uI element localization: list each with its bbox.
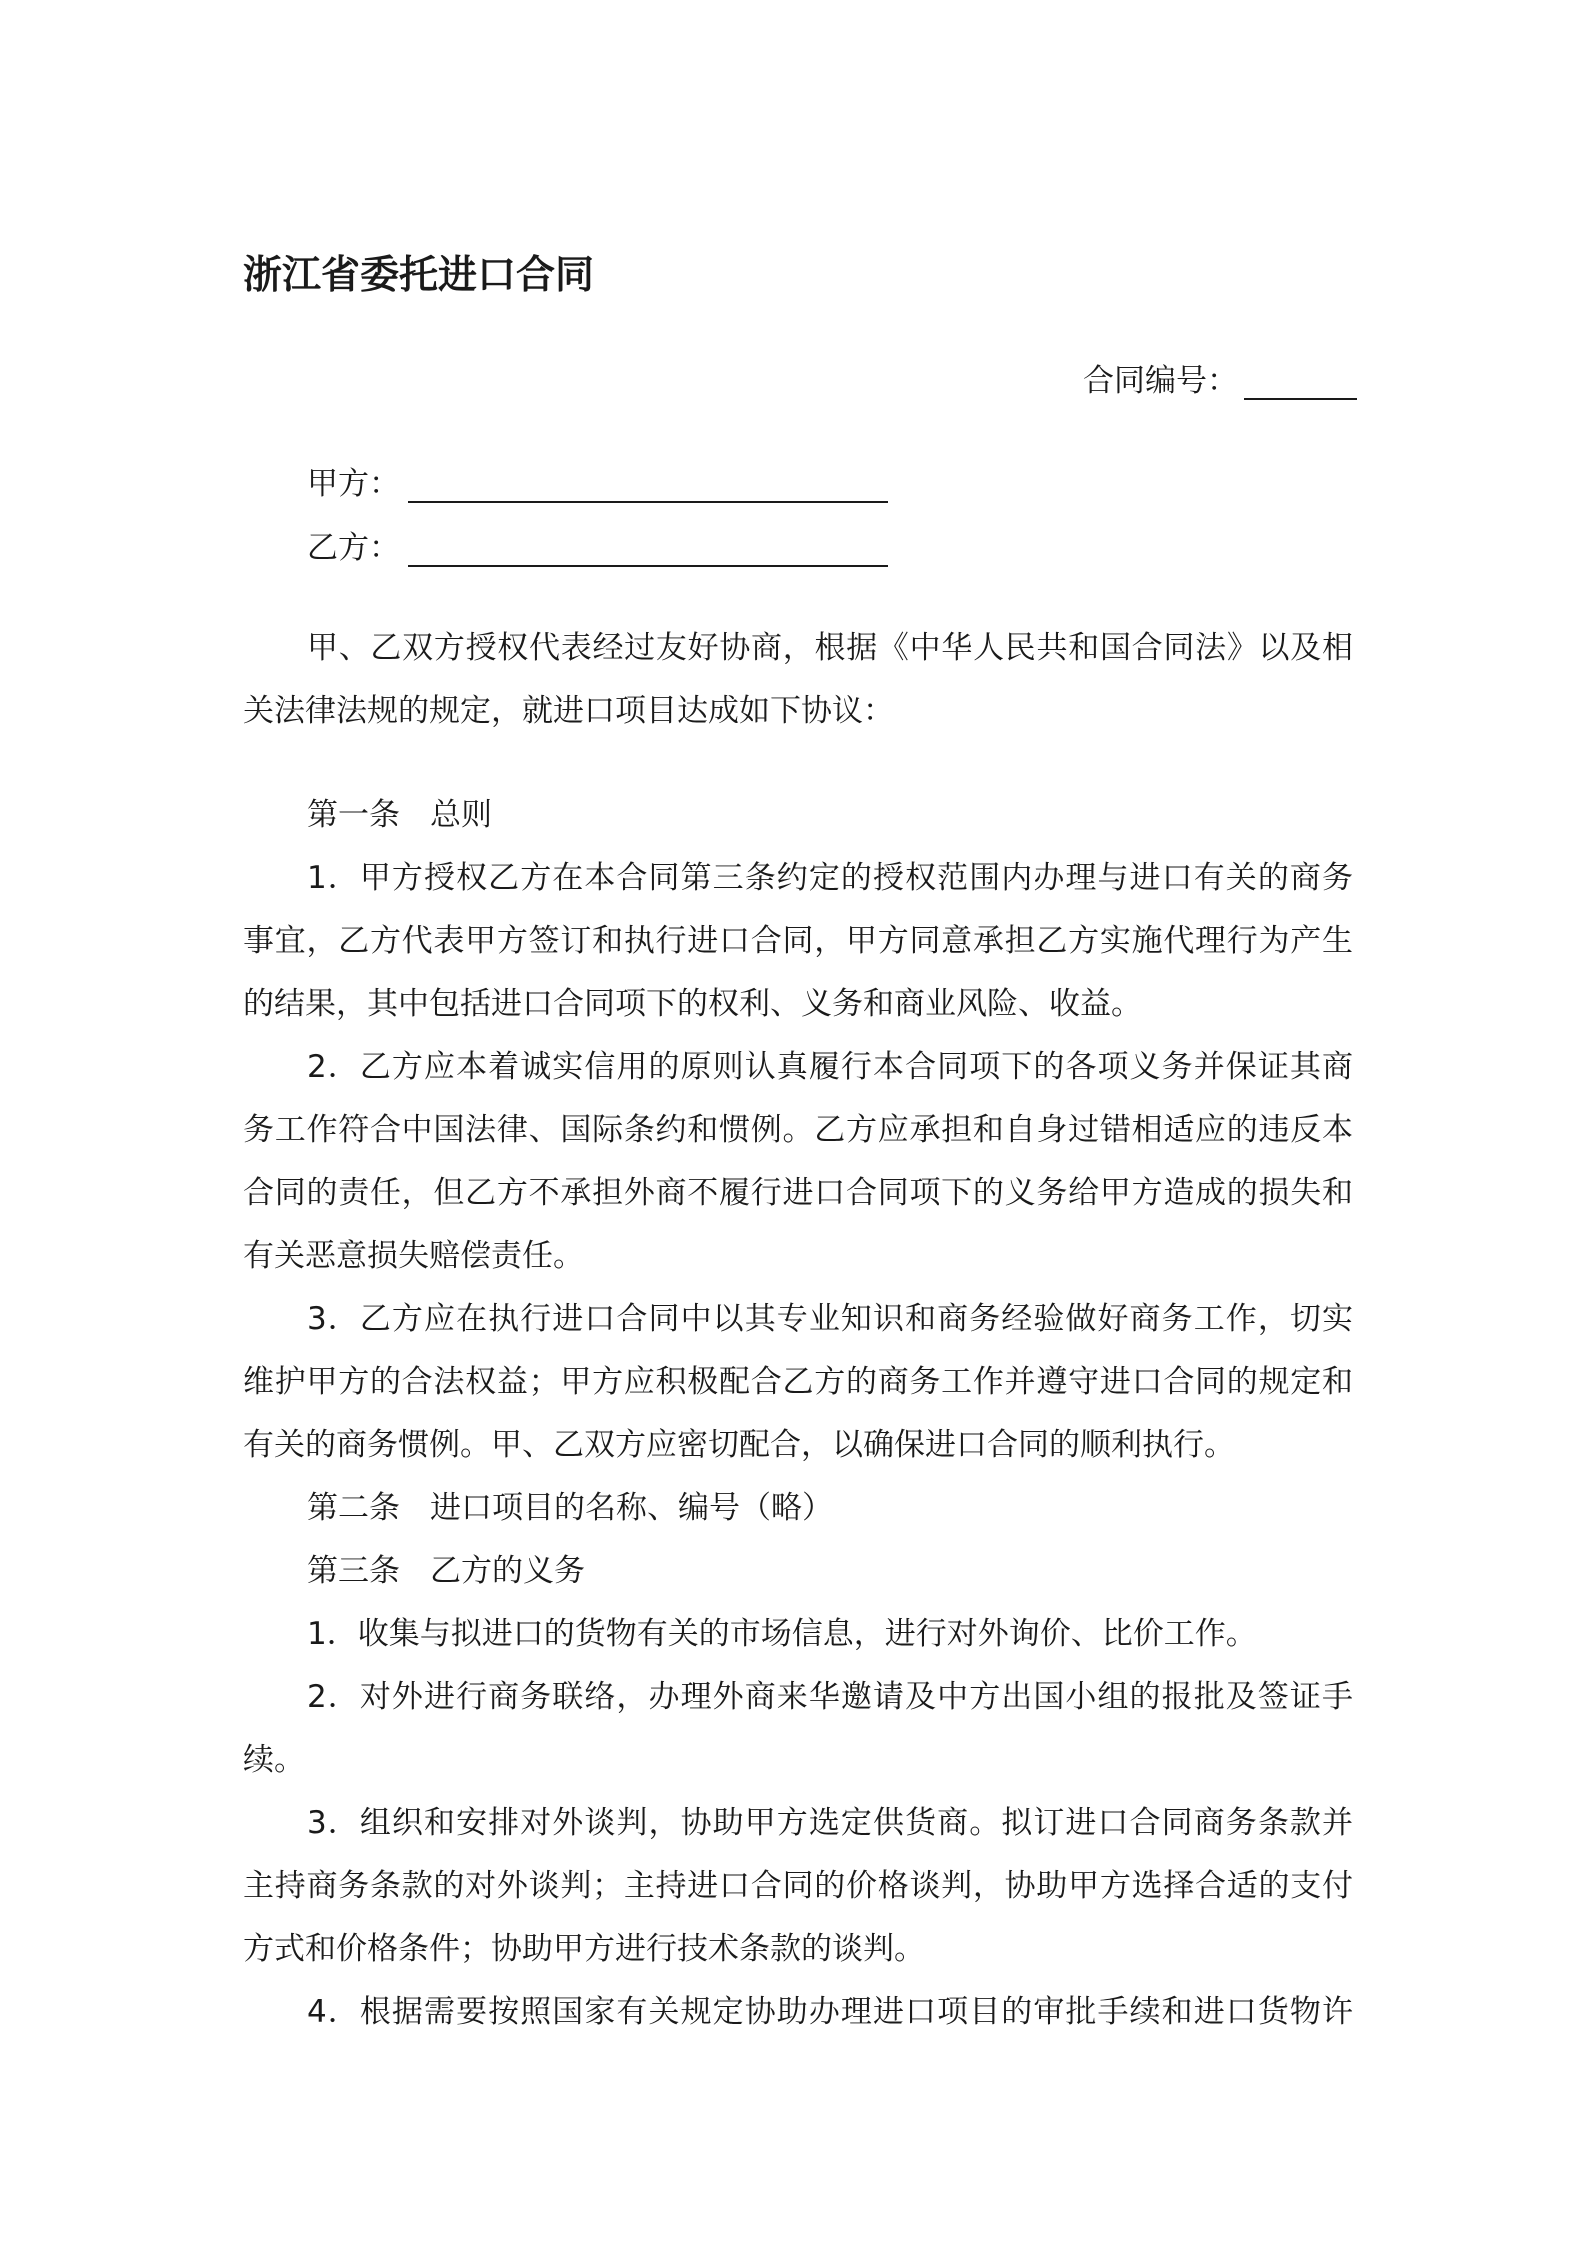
contract-number-blank [1244,368,1357,400]
document-title: 浙江省委托进口合同 [243,253,595,298]
intro-paragraph [243,617,1353,743]
article-3-title: 乙方的义务 [430,1553,585,1589]
contract-number [1083,355,1357,400]
article-1-clause-3-line: 3．乙方应在执行进口合同中以其专业知识和商务经验做好商务工作，切实 [307,1301,1353,1337]
article-2-title: 进口项目的名称、编号（略） [430,1490,833,1526]
intro-line: 甲、乙双方授权代表经过友好协商，根据《中华人民共和国合同法》以及相 [307,630,1353,666]
party-a [307,458,888,503]
article-1-clause-2-line: 2．乙方应本着诚实信用的原则认真履行本合同项下的各项义务并保证其商 [307,1049,1353,1085]
article-1-clause-1-line: 的结果，其中包括进口合同项下的权利、义务和商业风险、收益。 [243,986,1142,1022]
article-2-heading [243,1477,1353,1540]
party-b-label: 乙方： [307,530,400,566]
article-3-clause-3-line: 方式和价格条件；协助甲方进行技术条款的谈判。 [243,1931,925,1967]
party-b [307,522,888,567]
article-1-clause-2-line: 有关恶意损失赔偿责任。 [243,1238,584,1274]
article-3-clause-1-line: 1．收集与拟进口的货物有关的市场信息，进行对外询价、比价工作。 [307,1616,1257,1652]
article-1-clause-3-line: 有关的商务惯例。甲、乙双方应密切配合，以确保进口合同的顺利执行。 [243,1427,1235,1463]
party-a-label: 甲方： [307,466,400,502]
article-3-clause-3-line: 3．组织和安排对外谈判，协助甲方选定供货商。拟订进口合同商务条款并 [307,1805,1353,1841]
article-1-clause-2-line: 务工作符合中国法律、国际条约和惯例。乙方应承担和自身过错相适应的违反本 [243,1112,1353,1148]
article-1-number: 第一条 [307,797,400,833]
article-3-clause-3-line: 主持商务条款的对外谈判；主持进口合同的价格谈判，协助甲方选择合适的支付 [243,1868,1353,1904]
article-2-number: 第二条 [307,1490,400,1526]
articles-section [243,784,1353,2044]
article-1-clause-3-line: 维护甲方的合法权益；甲方应积极配合乙方的商务工作并遵守进口合同的规定和 [243,1364,1353,1400]
article-1-heading [243,784,1353,847]
party-b-blank [408,535,888,567]
article-3-number: 第三条 [307,1553,400,1589]
article-3-clause-2-line: 2．对外进行商务联络，办理外商来华邀请及中方出国小组的报批及签证手 [307,1679,1353,1715]
article-3-clause-2-line: 续。 [243,1742,305,1778]
article-1-title: 总则 [430,797,492,833]
article-3-clause-4-line: 4．根据需要按照国家有关规定协助办理进口项目的审批手续和进口货物许 [307,1994,1353,2030]
intro-line: 关法律法规的规定，就进口项目达成如下协议： [243,693,894,729]
party-a-blank [408,471,888,503]
article-1-clause-2-line: 合同的责任，但乙方不承担外商不履行进口合同项下的义务给甲方造成的损失和 [243,1175,1353,1211]
contract-number-label: 合同编号： [1083,363,1238,399]
article-3-heading [243,1540,1353,1603]
article-1-clause-1-line: 事宜，乙方代表甲方签订和执行进口合同，甲方同意承担乙方实施代理行为产生 [243,923,1353,959]
article-1-clause-1-line: 1．甲方授权乙方在本合同第三条约定的授权范围内办理与进口有关的商务 [307,860,1353,896]
